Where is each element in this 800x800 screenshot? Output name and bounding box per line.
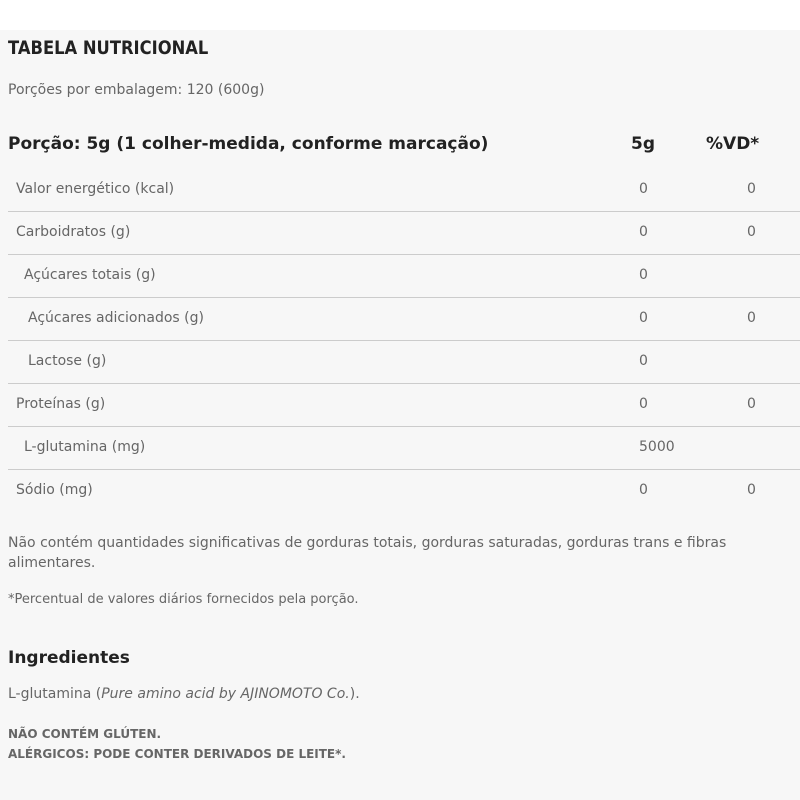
nutrient-vd: 0 bbox=[747, 181, 756, 197]
table-row bbox=[8, 298, 800, 341]
nutrition-table bbox=[8, 169, 800, 512]
table-row bbox=[8, 470, 800, 512]
nutrient-label: Proteínas (g) bbox=[16, 396, 106, 412]
table-row bbox=[8, 255, 800, 298]
nutrient-label: Sódio (mg) bbox=[16, 482, 93, 498]
nutrient-value: 0 bbox=[639, 310, 648, 326]
gluten-warning: NÃO CONTÉM GLÚTEN. bbox=[8, 727, 162, 741]
nutrient-vd: 0 bbox=[747, 310, 756, 326]
ingredients-text bbox=[8, 686, 360, 702]
table-row bbox=[8, 212, 800, 255]
servings-per-package: Porções por embalagem: 120 (600g) bbox=[8, 82, 265, 98]
nutrient-value: 0 bbox=[639, 482, 648, 498]
nutrient-label: Açúcares adicionados (g) bbox=[28, 310, 204, 326]
table-row bbox=[8, 384, 800, 427]
nutrient-value: 0 bbox=[639, 267, 648, 283]
ingredient-name: L-glutamina bbox=[8, 686, 92, 702]
table-row bbox=[8, 427, 800, 470]
table-row bbox=[8, 169, 800, 212]
nutrient-value: 0 bbox=[639, 396, 648, 412]
ingredient-paren-open: ( bbox=[91, 686, 102, 702]
nutrient-label: L-glutamina (mg) bbox=[24, 439, 146, 455]
nutrient-value: 0 bbox=[639, 353, 648, 369]
nutrient-vd: 0 bbox=[747, 396, 756, 412]
nutrient-label: Carboidratos (g) bbox=[16, 224, 131, 240]
amount-column-header: 5g bbox=[631, 134, 655, 154]
vd-column-header: %VD* bbox=[706, 134, 760, 154]
page-title: TABELA NUTRICIONAL bbox=[8, 37, 209, 59]
portion-label: Porção: 5g (1 colher-medida, conforme marcação) bbox=[8, 134, 489, 154]
nutrient-vd: 0 bbox=[747, 224, 756, 240]
allergen-warning: ALÉRGICOS: PODE CONTER DERIVADOS DE LEITE*. bbox=[8, 747, 346, 761]
nutrient-label: Valor energético (kcal) bbox=[16, 181, 175, 197]
nutrient-value: 5000 bbox=[639, 439, 675, 455]
nutrient-label: Lactose (g) bbox=[28, 353, 107, 369]
ingredient-paren-close: ). bbox=[349, 686, 360, 702]
portion-header bbox=[8, 134, 800, 158]
nutrient-vd: 0 bbox=[747, 482, 756, 498]
nutrient-label: Açúcares totais (g) bbox=[24, 267, 156, 283]
ingredient-origin: Pure amino acid by AJINOMOTO Co. bbox=[101, 686, 350, 702]
nutrient-value: 0 bbox=[639, 181, 648, 197]
table-row bbox=[8, 341, 800, 384]
ingredients-heading: Ingredientes bbox=[8, 648, 130, 668]
daily-value-footnote: *Percentual de valores diários fornecidos pela porção. bbox=[8, 592, 359, 607]
nutrient-value: 0 bbox=[639, 224, 648, 240]
insignificant-amounts-note: Não contém quantidades significativas de gorduras totais, gorduras saturadas, gorduras trans e fibras alimentares. bbox=[8, 535, 727, 571]
